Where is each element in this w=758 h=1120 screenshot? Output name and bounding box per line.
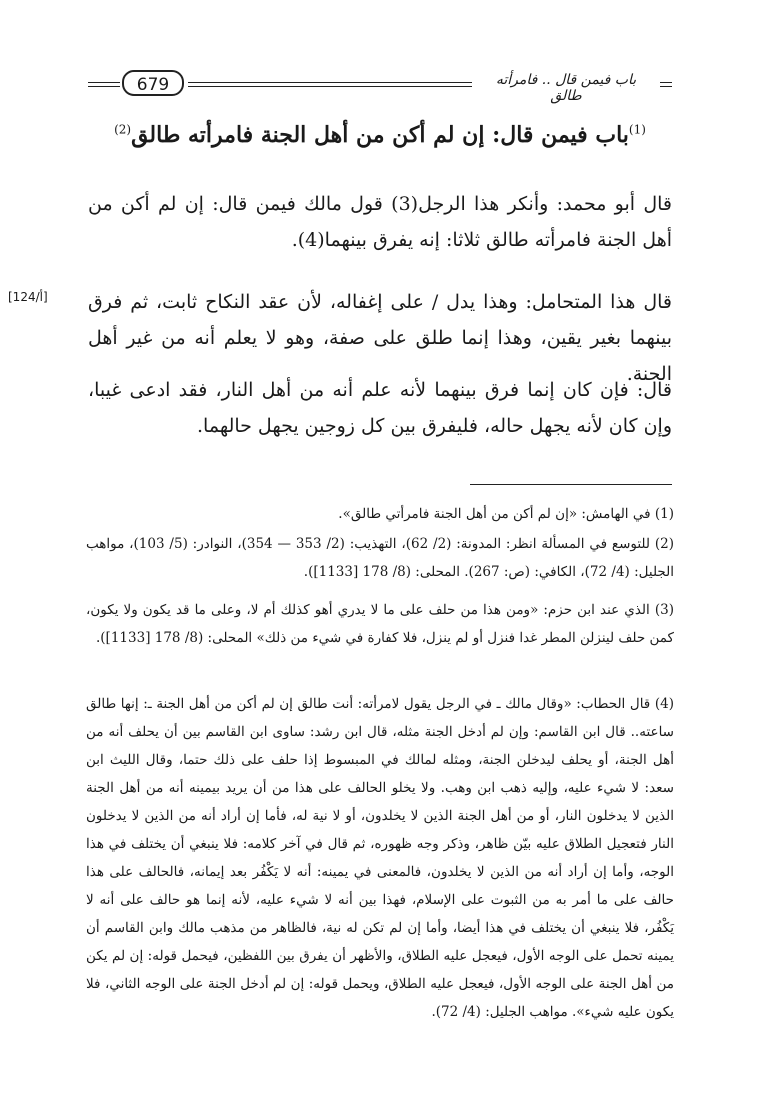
chapter-title [100,122,660,148]
paragraph-3: قال: فإن كان إنما فرق بينهما لأنه علم أنه من أهل النار، فقد ادعى غيبا، وإن كان لأنه يجهل حاله، فليفرق بين كل زوجين يجهل حالهما. [88,379,672,437]
header-rule-middle [188,82,472,87]
header-rule-left [88,82,120,87]
footnote-4: (4) قال الحطاب: «وقال مالك ـ في الرجل يقول لامرأته: أنت طالق إن لم أكن من أهل الجنة ـ: إنها طالق ساعته.. قال ابن القاسم: وإن لم أدخل الجنة مثله، قال ابن رشد: ساوى ابن القاسم بين أن يحلف أنه من أهل الجنة، أو يحلف ليدخلن الجنة، ومثله لمالك في المبسوط إذا حلف على ذلك حتما، وقال الليث ابن سعد: لا شيء عليه، وإليه ذهب ابن وهب. ولا يخلو الحالف على هذا من أن يريد بيمينه أنه من أهل الجنة الذين لا يدخلون النار، أو من أهل الجنة الذين لا يخلدون، أو لا نية له، فأما إن أراد أنه من الذين لا يدخلون النار فتعجيل الطلاق عليه بيّن ظاهر، وذكر وجه ظهوره، ثم قال في آخر كلامه: فلا ينبغي أن يختلف في هذا الوجه، وأما إن أراد أنه من الذين لا يخلدون، فالمعنى في يمينه: أنه لا يَكْفُر بعد إيمانه، فالحالف على هذا حالف على ما أمر به من الثبوت على الإسلام، فهذا بين أنه لا شيء عليه، لأنه إنما هو حالف على أنه لا يَكْفُر، فلا ينبغي أن يختلف في هذا أيضا، وأما إن لم تكن له نية، فالظاهر من مذهب مالك وابن القاسم أن يمينه تحمل على الوجه الأول، فيعجل عليه الطلاق، والأظهر أن يفرق بين اللفظين، فيحمل قوله: إن لم يكن من أهل الجنة على الوجه الأول، فيعجل عليه الطلاق، ويحمل قوله: إن لم أدخل الجنة على الوجه الثاني، فلا يكون عليه شيء». مواهب الجليل: (4/ 72). [86,696,674,1020]
footnote-3: (3) الذي عند ابن حزم: «ومن هذا من حلف على ما لا يدري أهو كذلك أم لا، وعلى ما قد يكون ولا يكون، كمن حلف لينزلن المطر غدا فنزل أو لم ينزل، فلا كفارة في شيء من ذلك» المحلى: (8/ 178 [1133]). [86,602,674,646]
page-number: 679 [122,70,184,96]
header-rule-right [660,82,672,87]
footnote-2: (2) للتوسع في المسألة انظر: المدونة: (2/ 62)، التهذيب: (2/ 353 — 354)، النوادر: (5/ 103)، مواهب الجليل: (4/ 72)، الكافي: (ص: 267). المحلى: (8/ 178 [1133]). [86,536,674,580]
paragraph-1: قال أبو محمد: وأنكر هذا الرجل(3) قول مالك فيمن قال: إن لم أكن من أهل الجنة فامرأته طالق ثلاثا: إنه يفرق بينهما(4). [88,193,672,251]
chapter-title-text: باب فيمن قال: إن لم أكن من أهل الجنة فامرأته طالق [131,122,629,148]
title-note-ref: (1) [628,122,646,137]
footnote-separator [470,484,672,485]
paragraph-2: قال هذا المتحامل: وهذا يدل / على إغفاله، لأن عقد النكاح ثابت، ثم فرق بينهما بغير يقين، وهذا إنما طلق على صفة، وهو لا يعلم أنه من غير أهل الجنة. [88,291,672,385]
title-note-ref-2: (2) [114,122,132,137]
running-title: باب فيمن قال .. فامرأته طالق [495,72,637,104]
page-header [88,70,672,104]
manuscript-margin-reference: [124/أ] [8,290,48,304]
footnote-1: (1) في الهامش: «إن لم أكن من أهل الجنة فامرأتي طالق». [338,506,674,522]
